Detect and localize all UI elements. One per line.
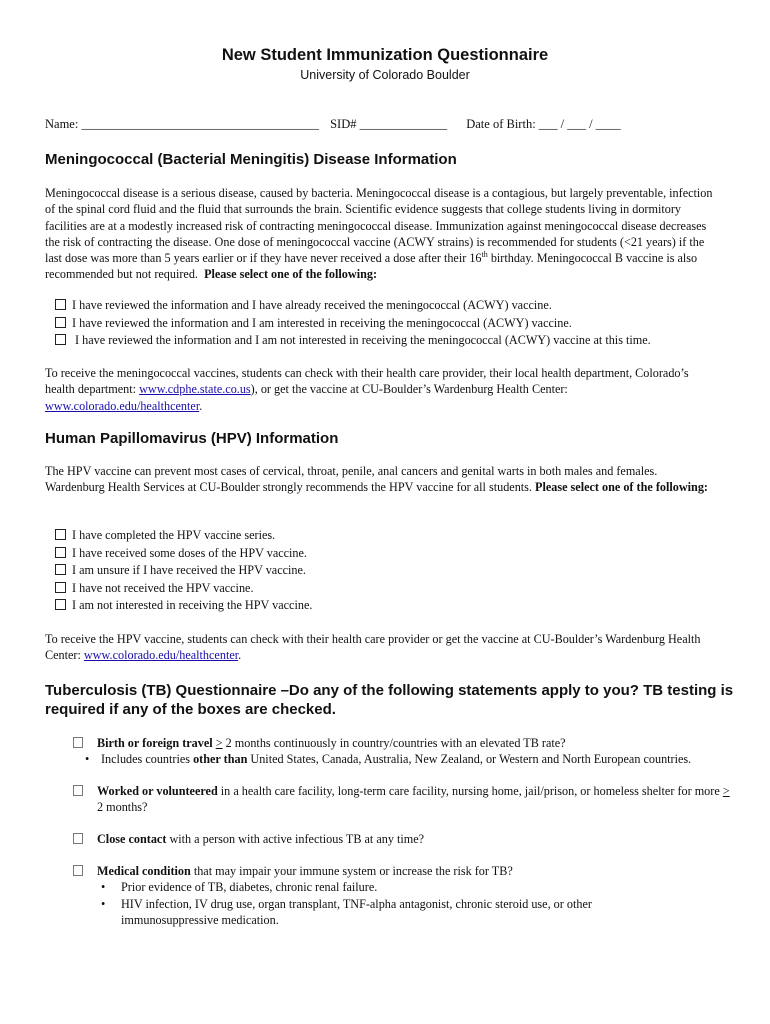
checkbox[interactable]	[55, 582, 66, 593]
tb-medical-bullets	[73, 879, 633, 928]
tb-item-worked: Worked or volunteered in a health care facility, long-term care facility, nursing home, jail/prison, or homeless shelter for more > 2 months?	[73, 783, 733, 816]
sid-field[interactable]: ______________	[359, 117, 448, 131]
sid-label: SID#	[330, 117, 357, 131]
meningococcal-option[interactable]: I have reviewed the information and I am interested in receiving the meningococcal (ACWY) vaccine.	[55, 315, 651, 333]
meningococcal-instruction: Please select one of the following:	[204, 267, 378, 282]
hpv-heading: Human Papillomavirus (HPV) Information	[45, 430, 339, 447]
meningococcal-heading: Meningococcal (Bacterial Meningitis) Disease Information	[45, 151, 457, 168]
meningococcal-paragraph	[45, 185, 717, 283]
tb-travel-bullets	[81, 751, 733, 767]
name-label: Name:	[45, 117, 79, 131]
meningococcal-option[interactable]: I have reviewed the information and I am not interested in receiving the meningococcal (ACWY) vaccine at this time.	[55, 332, 651, 350]
checkbox[interactable]	[55, 334, 66, 345]
hpv-options	[55, 527, 312, 615]
list-item: • Prior evidence of TB, diabetes, chronic renal failure.	[73, 879, 633, 895]
student-info-line	[45, 117, 621, 132]
tb-heading: Tuberculosis (TB) Questionnaire –Do any of the following statements apply to you? TB testing is required if any of the boxes are checked.	[45, 682, 734, 718]
checkbox[interactable]	[55, 547, 66, 558]
tb-item-travel: Birth or foreign travel > 2 months continuously in country/countries with an elevated TB rate? • Includes countries other than United States, Canada, Australia, New Zealand, or Western and North European countries.	[73, 735, 733, 768]
tb-item-contact: Close contact with a person with active infectious TB at any time?	[73, 831, 733, 847]
checkbox[interactable]	[55, 529, 66, 540]
tb-item-medical: Medical condition that may impair your immune system or increase the risk for TB? • Prior evidence of TB, diabetes, chronic renal failure. • HIV infection, IV drug use, organ transplant, TNF-alpha antagonist, chronic steroid use, or other immunosuppressive medication.	[73, 863, 733, 928]
ordinal-suffix: th	[481, 250, 488, 260]
checkbox[interactable]	[73, 865, 83, 876]
checkbox[interactable]	[55, 599, 66, 610]
meningococcal-receive-info: To receive the meningococcal vaccines, students can check with their health care provider, their local health department, Colorado’s health department: www.cdphe.state.co.us), or get the vaccine at CU-Boulder’s Wardenburg Health Center: www.colorado.edu/healthcenter.	[45, 366, 689, 413]
checkbox[interactable]	[55, 299, 66, 310]
name-field[interactable]: ______________________________________	[81, 117, 319, 131]
list-item: • Includes countries other than United States, Canada, Australia, New Zealand, or Western and North European countries.	[81, 751, 733, 767]
hpv-option[interactable]: I have completed the HPV vaccine series.	[55, 527, 312, 545]
healthcenter-link[interactable]: www.colorado.edu/healthcenter	[45, 398, 200, 413]
hpv-option[interactable]: I am not interested in receiving the HPV vaccine.	[55, 597, 312, 615]
meningococcal-text-tail: birthday. Meningococcal B vaccine is also recommended but not required.	[45, 251, 698, 282]
meningococcal-option[interactable]: I have reviewed the information and I have already received the meningococcal (ACWY) vaccine.	[55, 297, 651, 315]
meningococcal-options	[55, 297, 651, 350]
dob-field[interactable]: ___ / ___ / ____	[538, 117, 621, 131]
hpv-option[interactable]: I have received some doses of the HPV vaccine.	[55, 545, 312, 563]
hpv-option[interactable]: I am unsure if I have received the HPV vaccine.	[55, 562, 312, 580]
hpv-healthcenter-link[interactable]: www.colorado.edu/healthcenter	[83, 648, 239, 663]
checkbox[interactable]	[73, 737, 83, 748]
hpv-receive-info: To receive the HPV vaccine, students can check with their health care provider or get the vaccine at CU-Boulder’s Wardenburg Health Center: www.colorado.edu/healthcenter.	[45, 632, 701, 663]
checkbox[interactable]	[55, 317, 66, 328]
checkbox[interactable]	[73, 833, 83, 844]
hpv-option[interactable]: I have not received the HPV vaccine.	[55, 580, 312, 598]
page-subtitle: University of Colorado Boulder	[300, 68, 470, 82]
checkbox[interactable]	[55, 564, 66, 575]
checkbox[interactable]	[73, 785, 83, 796]
hpv-instruction: Please select one of the following:	[535, 480, 708, 495]
page-title: New Student Immunization Questionnaire	[221, 46, 549, 64]
cdphe-link[interactable]: www.cdphe.state.co.us	[139, 382, 251, 397]
meningococcal-text: Meningococcal disease is a serious disease, caused by bacteria. Meningococcal disease is a contagious, but largely preventable, infection of the spinal cord fluid and the fluid that surrounds the brain. Scientific evidence suggests that college students living in dormitory facilities are at a modestly increased risk of contracting meningococcal disease. Immunization against meningococcal disease decreases the risk of contracting the disease. One dose of meningococcal vaccine (ACWY strains) is recommended for students (<21 years) if the last dose was more than 5 years earlier or if they have never received a dose after their 16	[45, 186, 713, 266]
dob-label: Date of Birth:	[466, 117, 536, 131]
hpv-paragraph: The HPV vaccine can prevent most cases of cervical, throat, penile, anal cancers and genital warts in both males and females. Wardenburg Health Services at CU-Boulder strongly recommends the HPV vaccine for all students. Please select one of the following:	[45, 464, 708, 495]
list-item: • HIV infection, IV drug use, organ transplant, TNF-alpha antagonist, chronic steroid use, or other immunosuppressive medication.	[73, 896, 633, 929]
